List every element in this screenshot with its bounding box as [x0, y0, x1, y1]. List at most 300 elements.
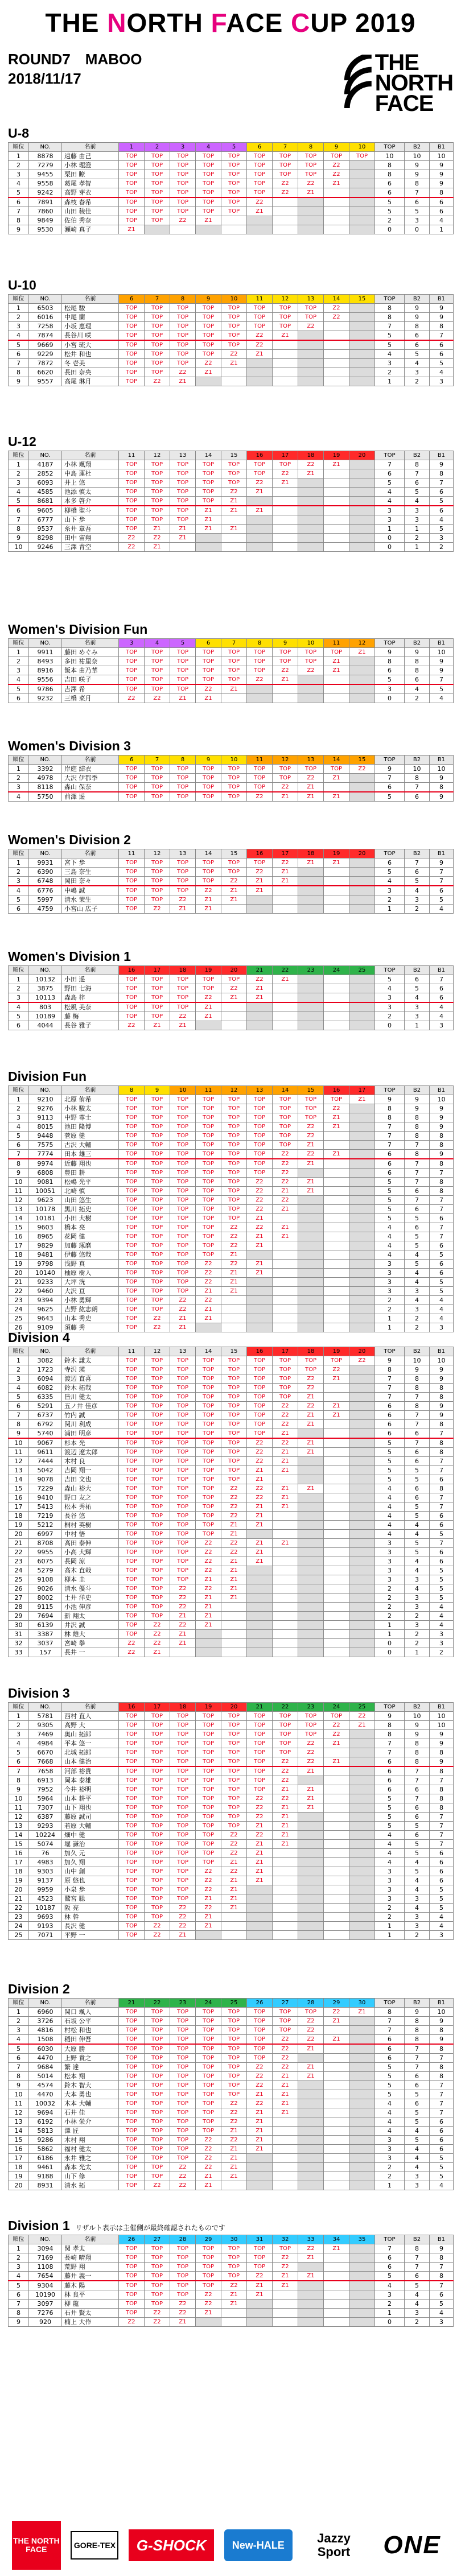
attempt-cell: TOP	[247, 1429, 273, 1439]
attempt-cell: TOP	[196, 1521, 221, 1530]
attempt-cell: Z1	[324, 1113, 349, 1122]
number-cell: 8916	[29, 666, 62, 675]
number-cell: 5862	[29, 2145, 62, 2154]
attempt-cell: TOP	[221, 1411, 247, 1420]
attempt-cell: TOP	[145, 2008, 170, 2017]
col-rank: 順位	[9, 849, 29, 858]
attempt-cell	[349, 377, 375, 386]
attempt-cell	[349, 1813, 375, 1822]
col-problem: 27	[145, 2235, 170, 2244]
name-cell: 木村 良	[62, 1457, 119, 1466]
top-count-cell: 6	[375, 1159, 405, 1169]
name-cell: 荒野 翔	[62, 2263, 119, 2272]
b2-count-cell: 4	[405, 2154, 430, 2163]
top-count-cell: 2	[375, 1012, 405, 1021]
attempt-cell	[349, 2172, 375, 2181]
section-1	[8, 276, 453, 386]
attempt-cell: TOP	[145, 993, 170, 1003]
attempt-cell: TOP	[145, 648, 170, 657]
table-row	[9, 2145, 454, 2154]
attempt-cell	[273, 497, 298, 506]
b1-count-cell: 10	[430, 152, 454, 161]
attempt-cell: Z2	[247, 975, 273, 984]
top-count-cell: 7	[375, 2244, 405, 2253]
attempt-cell: TOP	[196, 975, 221, 984]
top-count-cell: 7	[375, 322, 405, 331]
b1-count-cell: 6	[430, 2117, 454, 2127]
attempt-cell: TOP	[119, 1104, 145, 1113]
attempt-cell: Z2	[221, 2281, 247, 2290]
b1-count-cell: 10	[430, 648, 454, 657]
attempt-cell	[349, 1205, 375, 1214]
name-cell: 浅野 真	[62, 1260, 119, 1269]
attempt-cell: TOP	[221, 1757, 247, 1767]
attempt-cell: Z2	[298, 2017, 324, 2026]
name-cell: 瀬崎 真子	[62, 225, 119, 234]
attempt-cell: TOP	[170, 877, 196, 886]
attempt-cell: Z1	[298, 1785, 324, 1794]
table-row	[9, 1739, 454, 1748]
attempt-cell: TOP	[196, 1822, 221, 1831]
attempt-cell	[349, 2154, 375, 2163]
attempt-cell	[349, 774, 375, 783]
attempt-cell: Z1	[221, 886, 247, 895]
attempt-cell: Z2	[324, 304, 349, 313]
attempt-cell: Z1	[196, 216, 221, 225]
name-cell: 吉田 咲子	[62, 675, 119, 685]
attempt-cell: Z1	[247, 1849, 273, 1858]
rank-cell: 10	[9, 1178, 29, 1187]
attempt-cell: Z1	[273, 2081, 298, 2090]
b2-count-cell: 9	[405, 648, 430, 657]
attempt-cell: TOP	[119, 1512, 145, 1521]
attempt-cell	[273, 2127, 298, 2136]
col-b2: B2	[405, 639, 430, 648]
b2-count-cell: 5	[405, 1548, 430, 1557]
b2-count-cell: 7	[405, 1420, 430, 1429]
attempt-cell: TOP	[119, 216, 145, 225]
b2-count-cell: 4	[405, 497, 430, 506]
col-rank: 順位	[9, 966, 29, 975]
b1-count-cell: 6	[430, 340, 454, 350]
attempt-cell: Z1	[298, 2044, 324, 2054]
attempt-cell	[324, 1314, 349, 1323]
attempt-cell	[349, 1757, 375, 1767]
attempt-cell: TOP	[119, 1402, 145, 1411]
attempt-cell	[349, 1904, 375, 1913]
number-cell: 9603	[29, 1223, 62, 1232]
table-row	[9, 1314, 454, 1323]
attempt-cell	[324, 1594, 349, 1603]
b1-count-cell: 3	[430, 2318, 454, 2327]
attempt-cell: TOP	[170, 2117, 196, 2127]
attempt-cell: TOP	[170, 1803, 196, 1813]
attempt-cell: TOP	[273, 170, 298, 179]
attempt-cell: TOP	[196, 1748, 221, 1757]
rank-cell: 3	[9, 1113, 29, 1122]
attempt-cell	[349, 1794, 375, 1803]
attempt-cell: TOP	[221, 1721, 247, 1730]
col-name: 名前	[62, 143, 119, 152]
b1-count-cell: 9	[430, 304, 454, 313]
rank-cell: 6	[9, 197, 29, 207]
rank-cell: 11	[9, 1187, 29, 1196]
attempt-cell: Z1	[119, 225, 145, 234]
rank-cell: 23	[9, 1557, 29, 1566]
table-row	[9, 2108, 454, 2117]
attempt-cell	[324, 322, 349, 331]
col-b1: B1	[430, 143, 454, 152]
col-problem: 29	[196, 2235, 221, 2244]
number-cell: 9786	[29, 684, 62, 694]
attempt-cell	[324, 506, 349, 515]
b2-count-cell: 7	[405, 1159, 430, 1169]
attempt-cell	[273, 525, 298, 534]
rank-cell: 24	[9, 1922, 29, 1931]
attempt-cell: TOP	[170, 657, 196, 666]
b2-count-cell: 9	[405, 1104, 430, 1113]
top-count-cell: 5	[375, 1205, 405, 1214]
attempt-cell: TOP	[119, 1621, 145, 1630]
attempt-cell: TOP	[170, 1250, 196, 1260]
col-problem: 11	[119, 451, 145, 460]
attempt-cell	[349, 792, 375, 802]
b1-count-cell: 8	[430, 1141, 454, 1150]
attempt-cell: Z2	[324, 2008, 349, 2017]
attempt-cell: TOP	[145, 2272, 170, 2281]
b1-count-cell: 6	[430, 2127, 454, 2136]
attempt-cell: TOP	[273, 1748, 298, 1757]
attempt-cell	[349, 1132, 375, 1141]
attempt-cell: TOP	[145, 1196, 170, 1205]
rank-cell: 15	[9, 1840, 29, 1849]
attempt-cell: TOP	[196, 1113, 221, 1122]
b1-count-cell: 8	[430, 1393, 454, 1402]
attempt-cell: TOP	[170, 1448, 196, 1457]
attempt-cell: Z1	[196, 895, 221, 905]
attempt-cell: TOP	[170, 469, 196, 478]
table-row	[9, 2117, 454, 2127]
attempt-cell: TOP	[170, 1502, 196, 1512]
name-cell: 橋本 亮	[62, 1223, 119, 1232]
attempt-cell: TOP	[196, 1730, 221, 1739]
col-b1: B1	[430, 756, 454, 765]
b1-count-cell: 8	[430, 1448, 454, 1457]
number-cell: 3387	[29, 1630, 62, 1639]
attempt-cell	[273, 377, 298, 386]
col-problem: 8	[298, 143, 324, 152]
attempt-cell: TOP	[145, 368, 170, 377]
number-cell: 7469	[29, 1730, 62, 1739]
attempt-cell: Z2	[119, 1021, 145, 1030]
attempt-cell: TOP	[119, 2145, 145, 2154]
attempt-cell	[273, 340, 298, 350]
attempt-cell	[298, 1913, 324, 1922]
attempt-cell: TOP	[196, 340, 221, 350]
rank-cell: 1	[9, 304, 29, 313]
top-count-cell: 4	[375, 2281, 405, 2290]
number-cell: 9115	[29, 1603, 62, 1612]
name-cell: 小田 大樹	[62, 1214, 119, 1223]
col-problem: 20	[221, 1703, 247, 1712]
name-cell: 木本 大輔	[62, 2099, 119, 2108]
table-header-row	[9, 1086, 454, 1095]
attempt-cell	[349, 2099, 375, 2108]
col-problem: 16	[119, 966, 145, 975]
b2-count-cell: 8	[405, 179, 430, 188]
number-cell: 6192	[29, 2117, 62, 2127]
attempt-cell: TOP	[221, 2035, 247, 2045]
attempt-cell: TOP	[119, 188, 145, 198]
attempt-cell: Z2	[273, 2253, 298, 2263]
attempt-cell: Z1	[221, 1584, 247, 1594]
attempt-cell	[349, 1885, 375, 1894]
name-cell: 森本 光太	[62, 2163, 119, 2172]
section-title: Women's Division 3	[8, 738, 131, 753]
top-count-cell: 6	[375, 469, 405, 478]
attempt-cell: Z2	[298, 460, 324, 469]
attempt-cell: Z1	[196, 1002, 221, 1012]
name-cell: 大坪 洸	[62, 1278, 119, 1287]
attempt-cell	[349, 1296, 375, 1305]
attempt-cell	[349, 2281, 375, 2290]
attempt-cell	[196, 1639, 221, 1648]
number-cell: 4816	[29, 2026, 62, 2035]
b2-count-cell: 5	[405, 2090, 430, 2099]
col-problem: 18	[298, 1347, 324, 1356]
attempt-cell: Z2	[145, 1323, 170, 1332]
attempt-cell: TOP	[273, 1712, 298, 1721]
table-row	[9, 1196, 454, 1205]
rank-cell: 4	[9, 886, 29, 895]
rank-cell: 21	[9, 1539, 29, 1548]
attempt-cell	[324, 2300, 349, 2309]
number-cell: 6094	[29, 1374, 62, 1384]
attempt-cell: TOP	[170, 506, 196, 515]
b2-count-cell: 9	[405, 2008, 430, 2017]
b1-count-cell: 3	[430, 1931, 454, 1940]
top-count-cell: 3	[375, 359, 405, 368]
b2-count-cell: 8	[405, 1384, 430, 1393]
table-row	[9, 1493, 454, 1502]
top-count-cell: 1	[375, 2309, 405, 2318]
attempt-cell: TOP	[145, 340, 170, 350]
attempt-cell: Z2	[221, 1223, 247, 1232]
attempt-cell: Z1	[221, 359, 247, 368]
table-row	[9, 2044, 454, 2054]
top-count-cell: 2	[375, 1904, 405, 1913]
attempt-cell: TOP	[196, 152, 221, 161]
name-cell: 葛尾 孝智	[62, 179, 119, 188]
attempt-cell: TOP	[119, 460, 145, 469]
rank-cell: 4	[9, 792, 29, 802]
name-cell: 小林 栄介	[62, 2117, 119, 2127]
col-problem: 16	[119, 1703, 145, 1712]
number-cell: 9078	[29, 1475, 62, 1484]
number-cell: 6335	[29, 1393, 62, 1402]
rank-cell: 15	[9, 1223, 29, 1232]
attempt-cell: TOP	[196, 478, 221, 488]
attempt-cell: TOP	[119, 1169, 145, 1178]
rank-cell: 10	[9, 543, 29, 552]
attempt-cell: TOP	[119, 1913, 145, 1922]
attempt-cell: TOP	[170, 1384, 196, 1393]
rank-cell: 4	[9, 179, 29, 188]
attempt-cell	[324, 1438, 349, 1448]
rank-cell: 8	[9, 1420, 29, 1429]
attempt-cell: Z2	[298, 179, 324, 188]
table-row	[9, 331, 454, 341]
table-row	[9, 2253, 454, 2263]
b2-count-cell: 7	[405, 1776, 430, 1785]
table-row	[9, 1457, 454, 1466]
attempt-cell: TOP	[145, 886, 170, 895]
number-cell: 5291	[29, 1402, 62, 1411]
attempt-cell	[247, 1894, 273, 1904]
top-count-cell: 5	[375, 1813, 405, 1822]
attempt-cell	[273, 886, 298, 895]
attempt-cell	[324, 1904, 349, 1913]
attempt-cell	[324, 2145, 349, 2154]
name-cell: 小林 理澄	[62, 161, 119, 170]
table-row	[9, 2172, 454, 2181]
table-row	[9, 350, 454, 359]
table-row	[9, 2163, 454, 2172]
rank-cell: 2	[9, 2017, 29, 2026]
attempt-cell: TOP	[170, 792, 196, 802]
col-problem: 4	[145, 639, 170, 648]
b1-count-cell: 10	[430, 2008, 454, 2017]
b1-count-cell: 8	[430, 1748, 454, 1757]
attempt-cell	[273, 359, 298, 368]
attempt-cell: Z1	[298, 1187, 324, 1196]
attempt-cell	[349, 331, 375, 341]
attempt-cell: TOP	[247, 2263, 273, 2272]
number-cell: 8708	[29, 1539, 62, 1548]
attempt-cell: TOP	[221, 1141, 247, 1150]
results-table	[8, 142, 454, 234]
attempt-cell: TOP	[170, 1858, 196, 1867]
number-cell: 3037	[29, 1639, 62, 1648]
attempt-cell: Z1	[247, 2136, 273, 2145]
number-cell: 9643	[29, 1314, 62, 1323]
attempt-cell: Z2	[247, 1794, 273, 1803]
logo-text-the: THE	[374, 50, 419, 75]
attempt-cell: Z1	[196, 2309, 221, 2318]
attempt-cell: TOP	[298, 1712, 324, 1721]
attempt-cell: TOP	[247, 2044, 273, 2054]
b2-count-cell: 9	[405, 304, 430, 313]
number-cell: 157	[29, 1648, 62, 1657]
attempt-cell: TOP	[119, 377, 145, 386]
top-count-cell: 2	[375, 2300, 405, 2309]
attempt-cell: TOP	[119, 1557, 145, 1566]
rank-cell: 5	[9, 1132, 29, 1141]
col-problem: 12	[273, 756, 298, 765]
attempt-cell: Z1	[273, 1429, 298, 1439]
attempt-cell: TOP	[170, 858, 196, 868]
attempt-cell: Z1	[170, 1931, 196, 1940]
b2-count-cell: 4	[405, 1584, 430, 1594]
attempt-cell: TOP	[247, 2008, 273, 2017]
attempt-cell	[221, 694, 247, 703]
section-0	[8, 124, 453, 234]
attempt-cell	[349, 2044, 375, 2054]
attempt-cell: TOP	[196, 350, 221, 359]
attempt-cell: TOP	[196, 1813, 221, 1822]
b2-count-cell: 6	[405, 331, 430, 341]
name-cell: 福村 健太	[62, 2145, 119, 2154]
attempt-cell: Z2	[221, 488, 247, 497]
b2-count-cell: 4	[405, 1296, 430, 1305]
attempt-cell	[273, 1548, 298, 1557]
number-cell: 4759	[29, 905, 62, 914]
name-cell: 奥山 拓郎	[62, 1730, 119, 1739]
attempt-cell	[273, 1250, 298, 1260]
b2-count-cell: 6	[405, 1484, 430, 1493]
b2-count-cell: 7	[405, 1411, 430, 1420]
attempt-cell: TOP	[196, 1169, 221, 1178]
number-cell: 6030	[29, 2044, 62, 2054]
attempt-cell: Z2	[324, 1730, 349, 1739]
attempt-cell	[196, 534, 221, 543]
attempt-cell: TOP	[145, 2026, 170, 2035]
attempt-cell: TOP	[119, 1539, 145, 1548]
table-row	[9, 2272, 454, 2281]
attempt-cell: Z2	[298, 1757, 324, 1767]
attempt-cell: TOP	[196, 2026, 221, 2035]
attempt-cell: TOP	[145, 1159, 170, 1169]
name-cell: 楠上 大作	[62, 2318, 119, 2327]
attempt-cell	[298, 225, 324, 234]
attempt-cell	[273, 2181, 298, 2190]
table-row	[9, 1521, 454, 1530]
attempt-cell: Z2	[196, 684, 221, 694]
attempt-cell	[221, 1612, 247, 1621]
name-cell: 山本 耕平	[62, 1794, 119, 1803]
attempt-cell	[324, 1748, 349, 1757]
number-cell: 4187	[29, 460, 62, 469]
attempt-cell: TOP	[273, 460, 298, 469]
rank-cell: 23	[9, 1296, 29, 1305]
name-cell: 中村 悟	[62, 1530, 119, 1539]
b2-count-cell: 7	[405, 188, 430, 198]
section-title: Women's Division 2	[8, 832, 131, 847]
b1-count-cell: 6	[430, 1876, 454, 1885]
rank-cell: 20	[9, 1530, 29, 1539]
top-count-cell: 1	[375, 1922, 405, 1931]
attempt-cell: TOP	[247, 1411, 273, 1420]
col-problem: 15	[349, 756, 375, 765]
number-cell: 9448	[29, 1132, 62, 1141]
rank-cell: 2	[9, 161, 29, 170]
rank-cell: 3	[9, 993, 29, 1003]
table-row	[9, 1113, 454, 1122]
attempt-cell	[324, 975, 349, 984]
attempt-cell: TOP	[221, 340, 247, 350]
attempt-cell: Z1	[247, 1822, 273, 1831]
attempt-cell	[324, 2154, 349, 2163]
b2-count-cell: 4	[405, 1269, 430, 1278]
attempt-cell	[247, 225, 273, 234]
b2-count-cell: 9	[405, 161, 430, 170]
attempt-cell	[324, 1232, 349, 1241]
attempt-cell: TOP	[247, 1159, 273, 1169]
rank-cell: 9	[9, 1785, 29, 1794]
table-row	[9, 1594, 454, 1603]
attempt-cell: Z1	[247, 1858, 273, 1867]
attempt-cell: TOP	[221, 1150, 247, 1159]
